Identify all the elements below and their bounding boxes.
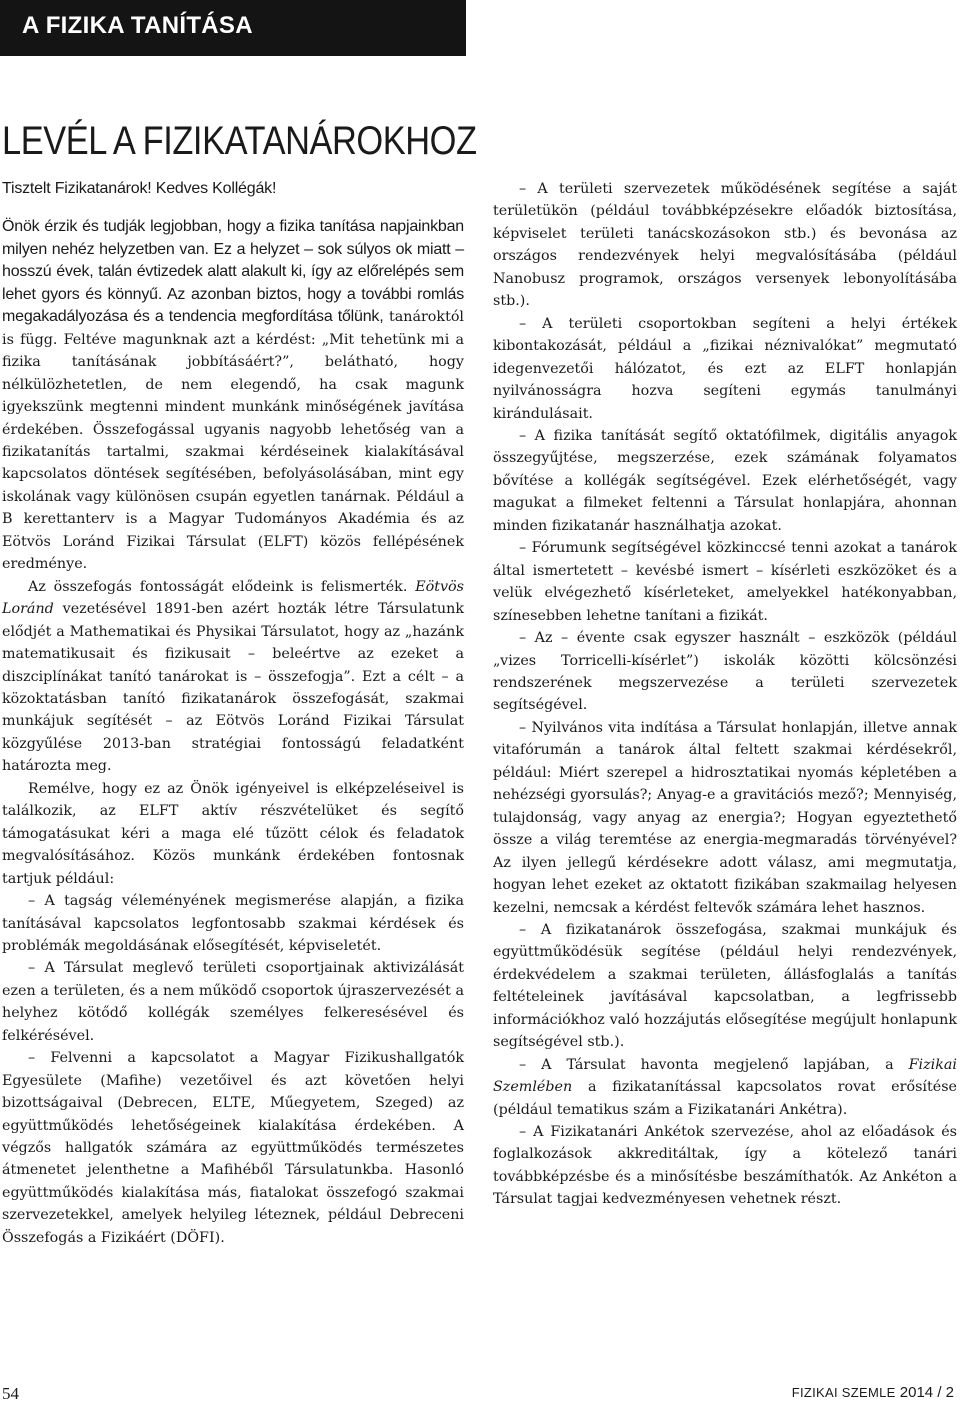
footer-journal-name: FIZIKAI SZEMLE [791, 1385, 896, 1400]
journal-name: Fizikai Szemlében [493, 1056, 957, 1096]
left-column [2, 178, 464, 1249]
list-item: – Fórumunk segítségével közkinccsé tenni azokat a tanárok által ismertetett – kevésbé ismert – kísérleti eszközöket és a velük elvégezhető kísérleteket, amelyekkel hatékonyabban, színesebben lehetne tanítani a fizikát. [493, 540, 957, 624]
list-item: – Nyilvános vita indítása a Társulat honlapján, illetve annak vitafórumán a tanárok által feltett szakmai kérdésekről, például: Miért szerepel a hidrosztatikai nyomás képletében a nehézségi gyorsulás?; Anyag-e a gravitációs mező?; Mennyiség, tulajdonság, vagy anyag az energia?; Hogyan egyeztethető össze a világ teremtése az energia-megmaradás törvényével? Az ilyen jellegű kérdésekre adott válasz, ami megmutatja, hogyan lehet ezeket az oktatott fizikában szakmailag helyesen kezelni, nemcsak a kérdést feltevők számára lehet hasznos. [493, 719, 957, 916]
paragraph-intro [2, 216, 464, 575]
section-header-bar [0, 0, 466, 56]
right-column [493, 178, 957, 1211]
list-item [493, 1054, 957, 1121]
paragraph-intro-sans: Önök érzik és tudják legjobban, hogy a fizika tanítása napjainkban milyen nehéz helyzetben van. Ez a helyzet – sok súlyos ok miatt – hosszú évek, talán évtizedek alatt alakult ki, így az előrelépés sem lehet gyors és könnyű. Az azonban biztos, hogy a további romlás megakadályozása és a tendencia megfordítása tőlünk, [2, 218, 464, 326]
list-item: – A Fizikatanári Ankétok szervezése, ahol az előadások és foglalkozások akkreditáltak, így a kötelező tanári továbbképzésbe és a minősítésbe beszámíthatók. Az Ankéton a Társulat tagjai kedvezményesen vehetnek részt. [493, 1124, 957, 1208]
list-item: – A fizika tanítását segítő oktatófilmek, digitális anyagok összegyűjtése, megszerzése, ezek számának folyamatos bővítése a kollégák segítségével. Ezek elérhetőségét, vagy magukat a filmeket feltenni a Társulat honlapjára, ahonnan minden fizikatanár használhatja azokat. [493, 427, 957, 534]
list-item-start: – A Társulat havonta megjelenő lapjában, a [519, 1056, 909, 1073]
paragraph-history [2, 576, 464, 778]
footer-journal-info [792, 1384, 954, 1401]
list-item: – A területi szervezetek működésének segítése a saját területükön (például továbbképzésekre előadók biztosítása, képviselet területi tanácskozásokon stb.) és bevonása az országos rendezvények helyi megvalósításába (például Nanobusz programok, országos versenyek lebonyolításába stb.). [493, 181, 957, 310]
greeting: Tisztelt Fizikatanárok! Kedves Kollégák! [2, 180, 277, 197]
list-item: – A fizikatanárok összefogása, szakmai munkájuk és együttműködésük segítése (például helyi rendezvények, érdekvédelem a szakmai területen, állásfoglalás a tanítás feltételeinek javításával kapcsolatban, a legfrissebb információkhoz való hozzájutás elősegítése megújult honlapunk segítségével stb.). [493, 921, 957, 1051]
footer-issue: 2014 / 2 [899, 1384, 954, 1401]
list-item: – A Társulat meglevő területi csoportjainak aktivizálását ezen a területen, és a nem működő csoportok újraszervezését a helyhez kötődő kollégák személyes felkeresésével és felkérésével. [2, 960, 464, 1044]
paragraph-history-start: Az összefogás fontosságát elődeink is felismerték. [28, 578, 416, 595]
list-item-rest: a fizikatanítással kapcsolatos rovat erősítése (például tematikus szám a Fizikatanári Ankétra). [493, 1079, 957, 1118]
article-title: LEVÉL A FIZIKATANÁROKHOZ [2, 118, 477, 163]
paragraph-request: Remélve, hogy ez az Önök igényeivel is elképzeléseivel is találkozik, az ELFT aktív részvételüket és segítő támogatásukat kéri a maga elé tűzött célok és feladatok megvalósításához. Közös munkánk érdekében fontosnak tartjuk például: [2, 780, 464, 887]
list-item: – Felvenni a kapcsolatot a Magyar Fizikushallgatók Egyesülete (Mafihe) vezetőivel és azt követően helyi bizottságaival (Debrecen, ELTE, Műegyetem, Szeged) az együttműködés lehetőségeinek kialakítása érdekében. A végzős hallgatók számára az együttműködés természetes átmenetet jelenthetne a Mafihéből Társulatunkba. Hasonló együttműködés kialakítása más, fiatalokat összefogó szakmai szervezetekkel, amelyek helyileg léteznek, például Debreceni Összefogás a Fizikáért (DÖFI). [2, 1050, 464, 1246]
section-header-label: A FIZIKA TANÍTÁSA [22, 12, 253, 39]
paragraph-history-rest: vezetésével 1891-ben azért hozták létre Társulatunk elődjét a Mathematikai és Physikai Társulatot, hogy az „hazánk matematikusait és fizikusait – beleértve az ezeket a diszciplínákat tanító tanárokat is – összefogja”. Ezt a célt – a közoktatásban tanító fizikatanárok összefogását, szakmai munkájuk segítését – az Eötvös Loránd Fizikai Társulat közgyűlése 2013-ban stratégiai fontosságú feladatként határozta meg. [2, 601, 464, 775]
person-name: Eötvös Loránd [2, 578, 464, 618]
list-item: – A tagság véleményének megismerése alapján, a fizika tanításával kapcsolatos legfontosabb szakmai kérdések és problémák megoldásának elősegítését, képviseletét. [2, 893, 464, 954]
paragraph-intro-serif: tanároktól is függ. Feltéve magunknak azt a kérdést: „Mit tehetünk mi a fizika tanításának jobbításáért?”, belátható, hogy nélkülözhetetlen, de nem elegendő, ha csak magunk igyekszünk megtenni mindent munkánk minőségének javítása érdekében. Összefogással ugyanis nagyobb lehetőség van a fizikatanítás tartalmi, szakmai kérdéseinek kialakításával kapcsolatos döntések segítésében, befolyásolásában, mint egy iskolának vagy különösen csupán egyetlen tanárnak. Például a B kerettanterv is a Magyar Tudományos Akadémia és az Eötvös Loránd Fizikai Társulat (ELFT) közös fellépésének eredménye. [2, 309, 464, 573]
list-item: – A területi csoportokban segíteni a helyi értékek kibontakozását, például a „fizikai néznivalókat” megmutató idegenvezetői hálózatot, és ezt az ELFT honlapján nyilvánosságra hozva segíteni egymás tanulmányi kirándulásait. [493, 315, 957, 422]
page-number: 54 [2, 1384, 19, 1403]
list-item: – Az – évente csak egyszer használt – eszközök (például „vizes Torricelli-kísérlet”) iskolák közötti kölcsönzési rendszerének megszervezése a területi szervezetek segítségével. [493, 630, 957, 714]
